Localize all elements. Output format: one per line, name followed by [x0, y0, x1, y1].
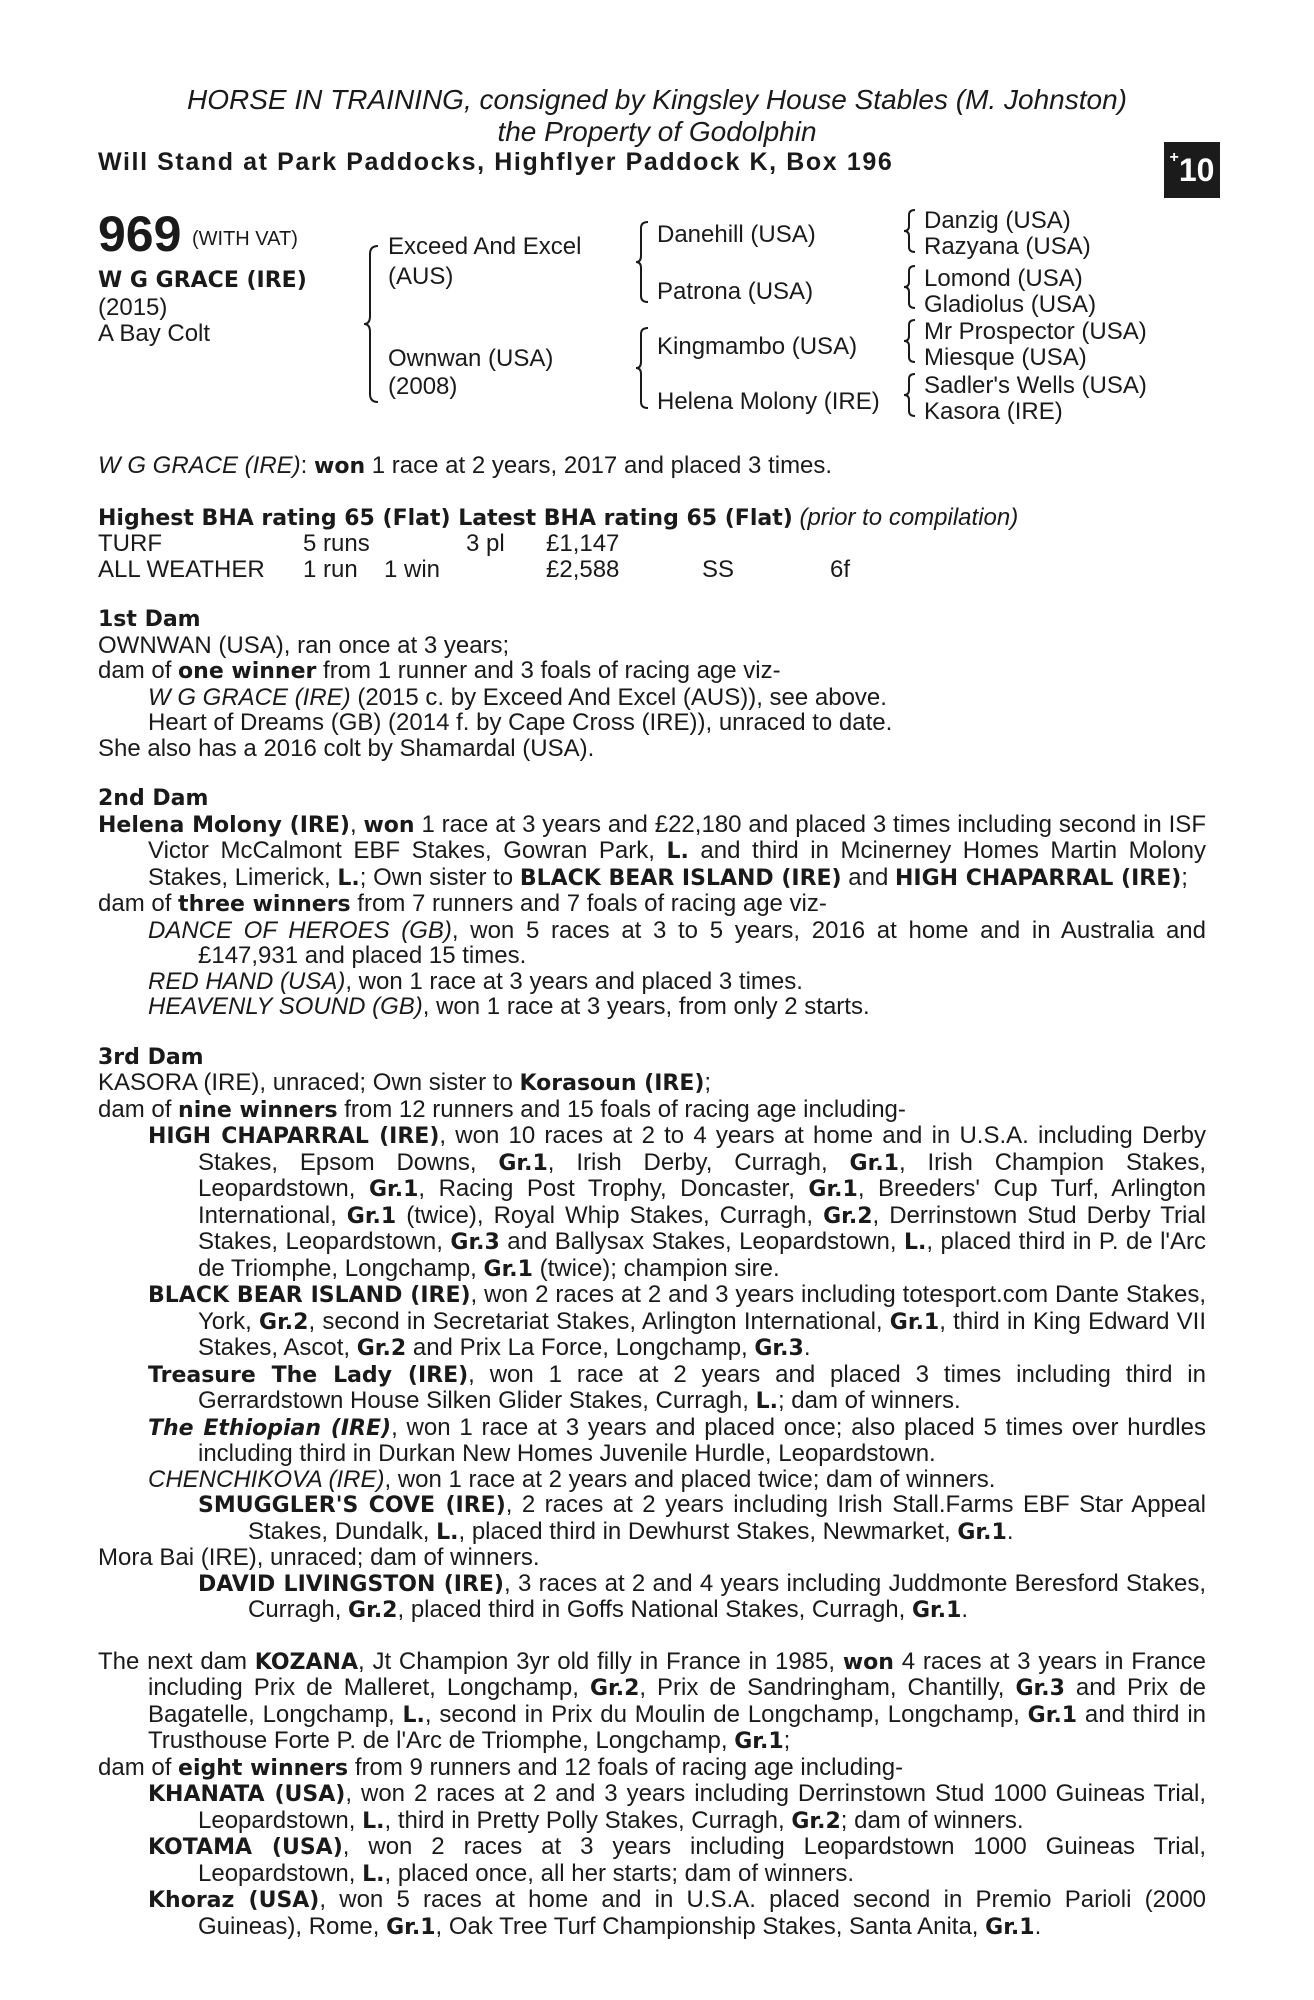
ancestor-sss: Danzig (USA): [924, 207, 1071, 234]
progeny-entry: Heart of Dreams (GB) (2014 f. by Cape Cross (IRE)), unraced to date.: [148, 709, 893, 736]
record-row: ALL WEATHER 1 run 1 win £2,588 SS 6f: [98, 555, 851, 583]
pedigree-bracket-3b: [904, 264, 918, 310]
first-dam-line: OWNWAN (USA), ran once at 3 years;: [98, 631, 510, 659]
next-dam-produce: dam of eight winners from 9 runners and 12 foals of racing age including-: [98, 1753, 904, 1781]
vat-note: (WITH VAT): [192, 228, 298, 250]
ancestor-sdd: Gladiolus (USA): [924, 291, 1097, 318]
sire-name: Exceed And Excel: [388, 233, 582, 260]
progeny-entry: DAVID LIVINGSTON (IRE), 3 races at 2 and 4 years including Juddmonte Beresford Stakes, Curragh, Gr.2, placed third in Goffs National Stakes, Curragh, Gr.1.: [198, 1569, 1207, 1623]
third-dam-line: KASORA (IRE), unraced; Own sister to Korasoun (IRE);: [98, 1069, 712, 1096]
third-dam-produce: dam of nine winners from 12 runners and 15 foals of racing age including-: [98, 1095, 906, 1123]
lot-number: 969: [98, 206, 182, 262]
granddam-paternal: Patrona (USA): [657, 278, 814, 305]
owner-heading: the Property of Godolphin: [497, 116, 817, 147]
third-dam-heading: 3rd Dam: [98, 1044, 204, 1070]
progeny-entry: DANCE OF HEROES (GB), won 5 races at 3 to 5 years, 2016 at home and in Australia and £147,931 and placed 15 times.: [148, 916, 1206, 969]
foaling-year: (2015): [98, 294, 168, 321]
pedigree-bracket-3a: [904, 208, 918, 254]
plus-icon: +: [1169, 149, 1179, 166]
sale-heading: HORSE IN TRAINING, consigned by Kingsley House Stables (M. Johnston): [187, 84, 1127, 115]
next-dam-text: The next dam KOZANA, Jt Champion 3yr old filly in France in 1985, won 4 races at 3 years in France including Prix de Malleret, Longchamp, Gr.2, Prix de Sandringham, Chantilly, Gr.3 and Prix de Bagatelle, Longchamp, L., second in Prix du Moulin de Longchamp, Longchamp, Gr.1 and third in Trusthouse Forte P. de l'Arc de Triomphe, Longchamp, Gr.1;: [98, 1647, 1207, 1754]
pedigree-bracket-3c: [904, 318, 918, 364]
progeny-entry: BLACK BEAR ISLAND (IRE), won 2 races at 2 and 3 years including totesport.com Dante Stakes, York, Gr.2, second in Secretariat Stakes, Arlington International, Gr.1, third in King Edward VII Stakes, Ascot, Gr.2 and Prix La Force, Longchamp, Gr.3.: [148, 1281, 1206, 1361]
progeny-entry: KHANATA (USA), won 2 races at 2 and 3 years including Derrinstown Stud 1000 Guineas Trial, Leopardstown, L., third in Pretty Polly Stakes, Curragh, Gr.2; dam of winners.: [148, 1780, 1207, 1834]
ratings-line: Highest BHA rating 65 (Flat) Latest BHA rating 65 (Flat) (prior to compilation): [98, 503, 1019, 531]
page-badge: [1164, 142, 1220, 198]
pedigree-bracket-3d: [904, 372, 918, 418]
progeny-entry: HEAVENLY SOUND (GB), won 1 race at 3 years, from only 2 starts.: [148, 993, 870, 1020]
sire-country: (AUS): [388, 263, 454, 290]
progeny-entry: RED HAND (USA), won 1 race at 3 years and placed 3 times.: [148, 967, 803, 995]
record-row: TURF 5 runs 3 pl £1,147: [98, 530, 620, 557]
pedigree-bracket-dam: [636, 326, 652, 410]
ancestor-ddd: Kasora (IRE): [924, 398, 1063, 425]
progeny-entry: Treasure The Lady (IRE), won 1 race at 2 years and placed 3 times including third in Gerrardstown House Silken Glider Stakes, Curragh, L.; dam of winners.: [148, 1360, 1206, 1414]
progeny-entry: HIGH CHAPARRAL (IRE), won 10 races at 2 to 4 years at home and in U.S.A. including Derby Stakes, Epsom Downs, Gr.1, Irish Derby, Curragh, Gr.1, Irish Champion Stakes, Leopardstown, Gr.1, Racing Post Trophy, Doncaster, Gr.1, Breeders' Cup Turf, Arlington International, Gr.1 (twice), Royal Whip Stakes, Curragh, Gr.2, Derrinstown Stud Derby Trial Stakes, Leopardstown, Gr.3 and Ballysax Stakes, Leopardstown, L., placed third in P. de l'Arc de Triomphe, Longchamp, Gr.1 (twice); champion sire.: [148, 1122, 1207, 1282]
ancestor-dds: Sadler's Wells (USA): [924, 372, 1147, 399]
first-dam-note: She also has a 2016 colt by Shamardal (USA).: [98, 734, 595, 762]
dam-name: Ownwan (USA): [388, 345, 554, 372]
second-dam-produce: dam of three winners from 7 runners and 7 foals of racing age viz-: [98, 890, 827, 917]
progeny-entry: Khoraz (USA), won 5 races at home and in U.S.A. placed second in Premio Parioli (2000 Guineas), Rome, Gr.1, Oak Tree Turf Championship Stakes, Santa Anita, Gr.1.: [148, 1886, 1207, 1940]
pedigree-bracket-sire: [636, 220, 652, 304]
granddam-maternal: Helena Molony (IRE): [657, 388, 880, 415]
progeny-entry: SMUGGLER'S COVE (IRE), 2 races at 2 years including Irish Stall.Farms EBF Star Appeal Stakes, Dundalk, L., placed third in Dewhurst Stakes, Newmarket, Gr.1.: [198, 1491, 1206, 1545]
first-dam-heading: 1st Dam: [98, 607, 201, 632]
ancestor-sds: Lomond (USA): [924, 265, 1083, 292]
dam-year: (2008): [388, 373, 458, 400]
progeny-entry: CHENCHIKOVA (IRE), won 1 race at 2 years and placed twice; dam of winners.: [148, 1465, 996, 1493]
progeny-entry: W G GRACE (IRE) (2015 c. by Exceed And Excel (AUS)), see above.: [148, 683, 887, 711]
pedigree-bracket-main: [364, 244, 384, 404]
second-dam-heading: 2nd Dam: [98, 786, 209, 811]
grandsire-maternal: Kingmambo (USA): [657, 333, 858, 360]
progeny-entry: KOTAMA (USA), won 2 races at 3 years including Leopardstown 1000 Guineas Trial, Leopardstown, L., placed once, all her starts; dam of winners.: [148, 1833, 1206, 1887]
catalogue-body: [98, 453, 1206, 1940]
ancestor-dss: Mr Prospector (USA): [924, 318, 1147, 345]
first-dam-produce: dam of one winner from 1 runner and 3 foals of racing age viz-: [98, 657, 781, 684]
race-summary: W G GRACE (IRE): won 1 race at 2 years, 2017 and placed 3 times.: [98, 452, 833, 479]
grandsire-paternal: Danehill (USA): [657, 221, 816, 248]
badge-number: 10: [1178, 151, 1215, 188]
progeny-entry: Mora Bai (IRE), unraced; dam of winners.: [98, 1544, 540, 1571]
ancestor-dsd: Miesque (USA): [924, 344, 1087, 371]
ancestor-ssd: Razyana (USA): [924, 233, 1091, 260]
horse-description: A Bay Colt: [98, 320, 211, 347]
second-dam-text: Helena Molony (IRE), won 1 race at 3 years and £22,180 and placed 3 times including second in ISF Victor McCalmont EBF Stakes, Gowran Park, L. and third in Mcinerney Homes Martin Molony Stakes, Limerick, L.; Own sister to BLACK BEAR ISLAND (IRE) and HIGH CHAPARRAL (IRE);: [98, 810, 1207, 891]
progeny-entry: The Ethiopian (IRE), won 1 race at 3 years and placed once; also placed 5 times over hurdles including third in Durkan New Homes Juvenile Hurdle, Leopardstown.: [148, 1413, 1206, 1467]
stand-location: Will Stand at Park Paddocks, Highflyer Paddock K, Box 196: [98, 148, 894, 176]
horse-name: W G GRACE (IRE): [98, 268, 307, 293]
